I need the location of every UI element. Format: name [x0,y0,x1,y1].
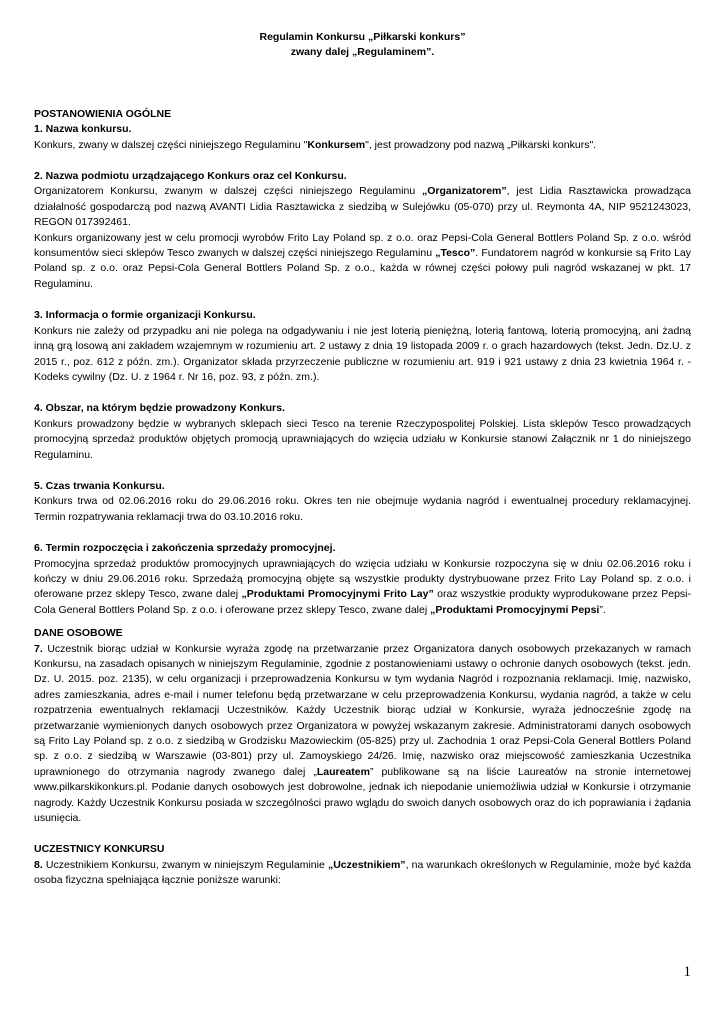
heading-personal-data: DANE OSOBOWE [34,627,123,640]
paragraph-duration: Konkurs trwa od 02.06.2016 roku do 29.06.2016 roku. Okres ten nie obejmuje wydania nagród i ewentualnej procedury reklamacyjnej. Termin rozpatrywania reklamacji trwa do 03.10.2016 roku. [34,495,691,523]
section-personal-data [34,626,691,826]
heading-participants: UCZESTNICY KONKURSU [34,843,165,856]
paragraph-contest-name: Konkurs, zwany w dalszej części niniejszego Regulaminu "Konkursem", jest prowadzony pod nazwą „Piłkarski konkurs". [34,138,597,151]
paragraph-purpose: Konkurs organizowany jest w celu promocji wyrobów Frito Lay Poland sp. z o.o. oraz Pepsi-Cola General Bottlers Poland Sp. z o.o. wśród konsumentów sieci sklepów Tesco zwanych w dalszej części niniejszego Regulaminu „Tesco”. Fundatorem nagród w konkursie są Frito Lay Poland sp. z o.o. oraz Pepsi-Cola General Bottlers Poland Sp. z o.o., każda w równej części połowy puli nagród wskazanej w pkt. 17 Regulaminu. [34,231,692,290]
section-participants [34,842,691,888]
paragraph-organizer: Organizatorem Konkursu, zwanym w dalszej części niniejszego Regulaminu „Organizatorem”, jest Lidia Rasztawicka prowadząca działalność gospodarczą pod nazwą AVANTI Lidia Rasztawicka z siedzibą w Sulejówku (05-070) przy ul. Reymonta 4A, NIP 9521243023, REGON 017392461. [34,185,691,229]
section-form [34,308,691,385]
paragraph-form: Konkurs nie zależy od przypadku ani nie polega na odgadywaniu i nie jest loterią pieniężną, loterią fantową, loterią promocyjną, ani żadną inną grą losową ani zakładem wzajemnym w rozumieniu art. 2 ustawy z dnia 19 listopada 2009 r. o grach hazardowych (tekst. Jedn. Dz.U. z 2015 r., poz. 612 z późn. zm.). Organizator składa przyrzeczenie publiczne w rozumieniu art. 919 i 921 ustawy z dnia 23 kwietnia 1964 r. - Kodeks cywilny (Dz. U. z 1964 r. Nr 16, poz. 93, z późn. zm.). [34,324,691,383]
paragraph-promo-sale: Promocyjna sprzedaż produktów promocyjnych uprawniających do wzięcia udziału w Konkursie rozpoczyna się w dniu 02.06.2016 roku i kończy w dniu 29.06.2016 roku. Sprzedażą promocyjną objęte są wszystkie produkty dystrybuowane przez Frito Lay Poland sp. z o.o. i oferowane przez sklepy Tesco, zwane dalej „Produktami Promocyjnymi Frito Lay” oraz wszystkie produkty wyprodukowane przez Pepsi-Cola General Bottlers Poland Sp. z o.o. i oferowane przez sklepy Tesco, zwane dalej „Produktami Promocyjnymi Pepsi”. [34,557,691,616]
heading-contest-name: 1. Nazwa konkursu. [34,123,132,136]
paragraph-personal-data: 7. Uczestnik biorąc udział w Konkursie wyraża zgodę na przetwarzanie przez Organizatora danych osobowych przekazanych w ramach Konkursu, na zasadach opisanych w niniejszym Regulaminie, zgodnie z postanowieniami ustawy o ochronie danych osobowych (tekst. jedn. Dz. U. 2015. poz. 2135), w celu organizacji i przeprowadzenia Konkursu w tym wydania Nagród i rozpoznania reklamacji. Imię, nazwisko, adres zamieszkania, adres e-mail i numer telefonu będą przetwarzane w celu przeprowadzenia Konkursu, wydania nagród, a także w celu rozpatrzenia ewentualnych reklamacji Uczestników. Każdy Uczestnik biorąc udział w Konkursie, wyraża jednocześnie zgodę na przetwarzanie wymienionych danych osobowych przez Organizatora w powyżej wskazanym zakresie. Administratorami danych osobowych są Frito Lay Poland sp. z o.o. z siedzibą w Grodzisku Mazowieckim (05-825) przy ul. Zachodnia 1 oraz Pepsi-Cola General Bottlers Poland sp. z o.o. z siedzibą w Warszawie (03-801) przy ul. Zamoyskiego 24/26. Imię, nazwisko oraz miejscowość zamieszkania Uczestnika uprawnionego do otrzymania nagrody zwanego dalej „Laureatem” publikowane są na liście Laureatów na stronie internetowej www.pilkarskikonkurs.pl. Podanie danych osobowych jest dobrowolne, jednak ich niepodanie uniemożliwia udział w Konkursie i otrzymanie nagrody. Każdy Uczestnik Konkursu posiada w szczególności prawo wglądu do swoich danych osobowych oraz do ich poprawiania i żądania usunięcia. [34,642,691,825]
heading-area: 4. Obszar, na którym będzie prowadzony Konkurs. [34,402,285,415]
paragraph-participants: 8. Uczestnikiem Konkursu, zwanym w niniejszym Regulaminie „Uczestnikiem”, na warunkach określonych w Regulaminie, może być każda osoba fizyczna spełniająca łącznie poniższe warunki: [34,858,691,887]
heading-form: 3. Informacja o formie organizacji Konkursu. [34,309,256,322]
section-organizer [34,169,691,292]
heading-duration: 5. Czas trwania Konkursu. [34,479,165,492]
section-area [34,401,691,463]
section-promo-sale [34,541,691,618]
document-title [34,30,691,61]
section-general-provisions [34,107,691,153]
section-duration [34,479,691,525]
page-number: 1 [683,964,691,980]
heading-promo-sale: 6. Termin rozpoczęcia i zakończenia sprzedaży promocyjnej. [34,542,336,555]
document-page [34,30,691,905]
title-line-1: Regulamin Konkursu „Piłkarski konkurs” [259,31,466,43]
heading-general-provisions: POSTANOWIENIA OGÓLNE [34,107,172,120]
title-line-2: zwany dalej „Regulaminem”. [290,46,435,59]
paragraph-area: Konkurs prowadzony będzie w wybranych sklepach sieci Tesco na terenie Rzeczypospolitej Polskiej. Lista sklepów Tesco prowadzących promocyjną sprzedaż produktów objętych promocją uprawniających do wzięcia udziału w Konkursie stanowi Załącznik nr 1 do niniejszego Regulaminu. [34,417,691,461]
heading-organizer: 2. Nazwa podmiotu urządzającego Konkurs oraz cel Konkursu. [34,170,347,183]
